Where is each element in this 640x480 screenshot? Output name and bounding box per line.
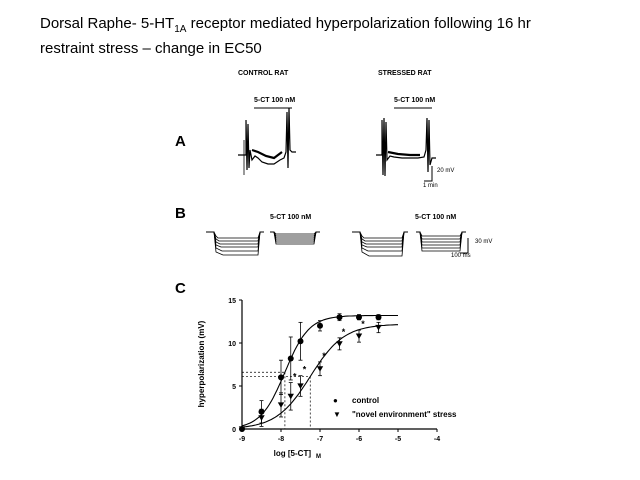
x-tick-label: -9 bbox=[238, 436, 246, 443]
y-tick-label: 15 bbox=[228, 298, 236, 305]
x-tick-label: -6 bbox=[355, 436, 363, 443]
control-rat-header: CONTROL RAT bbox=[238, 70, 289, 77]
panel-b-scale-voltage: 30 mV bbox=[475, 239, 493, 245]
control-data-point bbox=[337, 314, 343, 320]
panel-b-letter: B bbox=[175, 205, 186, 222]
y-axis-label: hyperpolarization (mV) bbox=[197, 320, 206, 408]
control-data-point bbox=[288, 355, 294, 361]
chart-ticks bbox=[228, 298, 440, 443]
y-tick-label: 10 bbox=[228, 341, 236, 348]
x-axis-unit: M bbox=[316, 454, 321, 460]
stressed-rat-header: STRESSED RAT bbox=[378, 70, 432, 77]
x-axis-label: log [5-CT] bbox=[273, 449, 311, 458]
significance-asterisk: * bbox=[322, 350, 326, 361]
chart-legend bbox=[333, 396, 457, 419]
panel-a-scale-voltage: 20 mV bbox=[437, 168, 455, 174]
significance-asterisk: * bbox=[302, 364, 307, 375]
title-line1-prefix: Dorsal Raphe- 5-HT bbox=[40, 15, 175, 32]
panel-a-letter: A bbox=[175, 133, 186, 150]
panel-a-stressed-drug-label: 5-CT 100 nM bbox=[394, 97, 436, 104]
control-data-point bbox=[298, 338, 304, 344]
panel-a-control-drug-label: 5-CT 100 nM bbox=[254, 97, 296, 104]
y-tick-label: 5 bbox=[232, 384, 236, 391]
x-tick-label: -5 bbox=[394, 436, 402, 443]
panel-b-stressed-drug-label: 5-CT 100 nM bbox=[415, 214, 457, 221]
legend-stress-label: "novel environment" stress bbox=[352, 410, 457, 419]
legend-control-marker: ● bbox=[333, 396, 338, 405]
x-tick-label: -8 bbox=[277, 436, 285, 443]
panel-b-scale-time: 100 ms bbox=[451, 253, 471, 259]
x-tick-label: -4 bbox=[433, 436, 441, 443]
stress-data-point bbox=[288, 394, 294, 400]
chart-ec50-guides bbox=[242, 372, 310, 429]
x-tick-label: -7 bbox=[316, 436, 324, 443]
significance-asterisk: * bbox=[341, 326, 346, 337]
legend-control-label: control bbox=[352, 396, 380, 405]
stress-data-point bbox=[375, 325, 381, 331]
title-line1-suffix: receptor mediated hyperpolarization following 16 hr bbox=[186, 15, 531, 32]
stress-data-point bbox=[356, 334, 362, 340]
title-line2: restraint stress – change in EC50 bbox=[40, 40, 262, 57]
stress-data-point bbox=[258, 415, 264, 421]
panel-a-scale-time: 1 min bbox=[423, 183, 438, 189]
significance-asterisk: * bbox=[292, 371, 297, 382]
y-tick-label: 0 bbox=[232, 427, 236, 434]
control-data-point bbox=[376, 314, 382, 320]
control-data-point bbox=[317, 323, 323, 329]
significance-asterisk: * bbox=[361, 319, 365, 330]
panel-c-letter: C bbox=[175, 280, 186, 297]
panel-b-control-drug-label: 5-CT 100 nM bbox=[270, 214, 312, 221]
title-line1-subscript: 1A bbox=[174, 24, 187, 35]
legend-stress-marker: ▼ bbox=[333, 410, 341, 419]
stress-data-point bbox=[278, 402, 284, 408]
stress-data-point bbox=[317, 366, 323, 372]
stress-data-point bbox=[336, 341, 342, 347]
control-data-point bbox=[278, 374, 284, 380]
